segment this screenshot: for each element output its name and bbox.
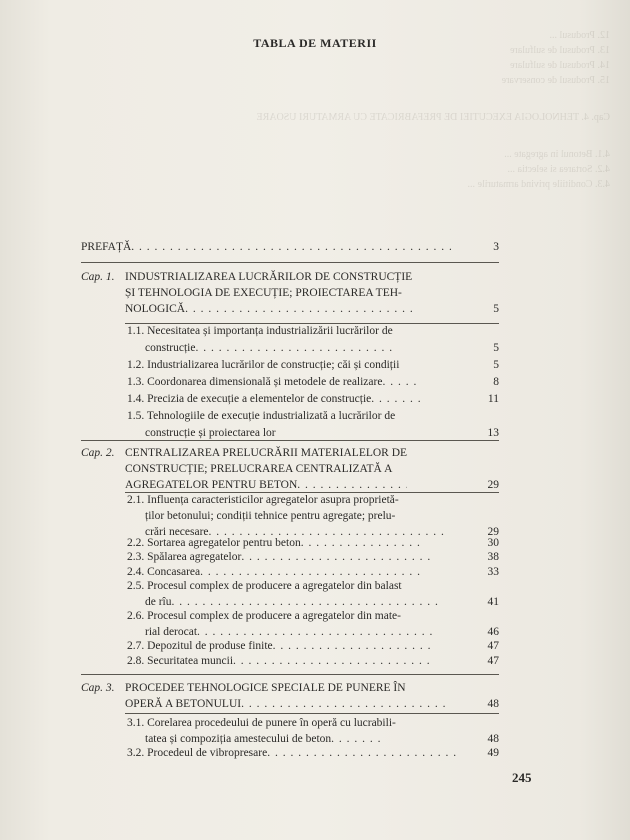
section-line: 2.8. Securitatea muncii [127,655,234,667]
leader-dots [267,746,457,760]
section-line: construcție [145,342,196,354]
ghost-line: 14. Produsul de sulfulare [510,60,610,71]
toc-page: 47 [487,655,499,667]
section-3-2 [127,746,499,760]
section-line: crări necesare [145,526,209,538]
leader-dots [233,654,433,668]
section-3-1 [127,716,499,746]
toc-page: 13 [487,427,499,439]
section-line: 2.1. Influența caracteristicilor agregatelor asupra proprietă- [127,494,399,506]
chapter-title-line: AGREGATELOR PENTRU BETON [125,479,298,491]
section-line: 2.6. Procesul complex de producere a agregatelor din mate- [127,610,401,622]
section-1-3 [127,375,499,389]
ghost-line: 4.3. Conditiile privind armaturile ... [467,179,610,190]
section-1-2 [127,358,499,372]
section-2-4 [127,565,499,579]
ghost-line: 15. Produsul de conservare [501,75,610,86]
ghost-line: 12. Produsul ... [549,30,610,41]
section-line: rial derocat [145,626,198,638]
chapter-label: Cap. 2. [81,447,115,459]
page-title: TABLA DE MATERII [253,36,377,50]
toc-page: 49 [487,747,499,759]
leader-dots [200,565,420,579]
section-line: 2.4. Concasarea [127,566,201,578]
chapter-title-line: CONSTRUCȚIE; PRELUCRAREA CENTRALIZATĂ A [125,463,393,475]
chapter-label: Cap. 1. [81,271,115,283]
toc-page: 48 [487,698,499,710]
section-1-1 [127,324,499,355]
divider [81,674,499,675]
toc-page: 33 [487,566,499,578]
section-line: construcție și proiectarea lor [145,427,276,439]
section-line: 2.5. Procesul complex de producere a agregatelor din balast [127,580,402,592]
divider [81,440,499,441]
leader-dots [241,697,451,711]
leader-dots [131,240,451,254]
section-2-1 [127,493,499,539]
section-2-2 [127,536,499,550]
section-line: 1.1. Necesitatea și importanța industrializării lucrărilor de [127,325,393,337]
leader-dots [185,302,415,316]
leader-dots [371,392,421,406]
leader-dots [197,625,437,639]
toc-page: 46 [487,626,499,638]
toc-page: 5 [493,342,499,354]
leader-dots [382,375,422,389]
section-line: 2.2. Sortarea agregatelor pentru beton [127,537,301,549]
section-line: 2.7. Depozitul de produse finite [127,640,273,652]
section-1-5 [127,409,499,440]
section-line: 1.3. Coordonarea dimensională și metodele de realizare [127,376,383,388]
toc-page: 5 [493,303,499,315]
section-line: 1.2. Industrializarea lucrărilor de construcție; căi și condiții [127,359,400,371]
leader-dots [241,550,431,564]
toc-page: 11 [487,393,499,405]
toc-page: 29 [487,479,499,491]
leader-dots [301,536,421,550]
divider [81,262,499,263]
toc-page: 5 [493,359,499,371]
chapter-title-line: CENTRALIZAREA PRELUCRĂRII MATERIALELOR DE [125,447,408,459]
section-2-6 [127,609,499,639]
ghost-line: 13. Produsul de sulfulare [510,45,610,56]
section-line: ților betonului; condiții tehnice pentru agregate; prelu- [145,510,396,522]
section-line: 1.4. Precizia de execuție a elementelor de construcție [127,393,372,405]
section-line: de rîu [145,596,172,608]
chapter-title-line: OPERĂ A BETONULUI [125,698,242,710]
ghost-line: 4.2. Sortarea si selectia ... [507,164,610,175]
section-2-8 [127,654,499,668]
toc-page: 38 [487,551,499,563]
leader-dots [195,341,395,355]
leader-dots [297,478,407,492]
section-line: 1.5. Tehnologiile de execuție industrializată a lucrărilor de [127,410,396,422]
section-line: tatea și compoziția amestecului de beton [145,733,332,745]
toc-entry-prefata [81,240,499,254]
page-number: 245 [512,770,532,785]
chapter-title-line: ȘI TEHNOLOGIA DE EXECUȚIE; PROIECTAREA TEH- [125,287,402,299]
section-line: 2.3. Spălarea agregatelor [127,551,242,563]
section-2-7 [127,639,499,653]
section-2-3 [127,550,499,564]
toc-page: 48 [487,733,499,745]
leader-dots [172,595,442,609]
toc-label: PREFAȚĂ [81,241,132,253]
chapter-title-line: PROCEDEE TEHNOLOGICE SPECIALE DE PUNERE ÎN [125,682,406,694]
toc-page: 3 [493,241,499,253]
chapter-label: Cap. 3. [81,682,115,694]
chapter-title-line: NOLOGICĂ [125,303,186,315]
section-1-4 [127,392,499,406]
leader-dots [273,639,433,653]
leader-dots [331,732,381,746]
chapter-title-line: INDUSTRIALIZAREA LUCRĂRILOR DE CONSTRUCȚIE [125,271,413,283]
section-line: 3.2. Procedeul de vibropresare [127,747,268,759]
toc-page: 30 [487,537,499,549]
section-line: 3.1. Corelarea procedeului de punere în operă cu lucrabili- [127,717,396,729]
toc-page: 8 [493,376,499,388]
ghost-line: Cap. 4. TEHNOLOGIA EXECUTIEI DE PREFABRICATE CU ARMATURI USOARE [256,112,610,123]
section-2-5 [127,579,499,609]
toc-page: 29 [487,526,499,538]
toc-page: 47 [487,640,499,652]
toc-page: 41 [487,596,499,608]
ghost-line: 4.1. Betonul in agregate ... [504,149,610,160]
divider [125,713,499,714]
